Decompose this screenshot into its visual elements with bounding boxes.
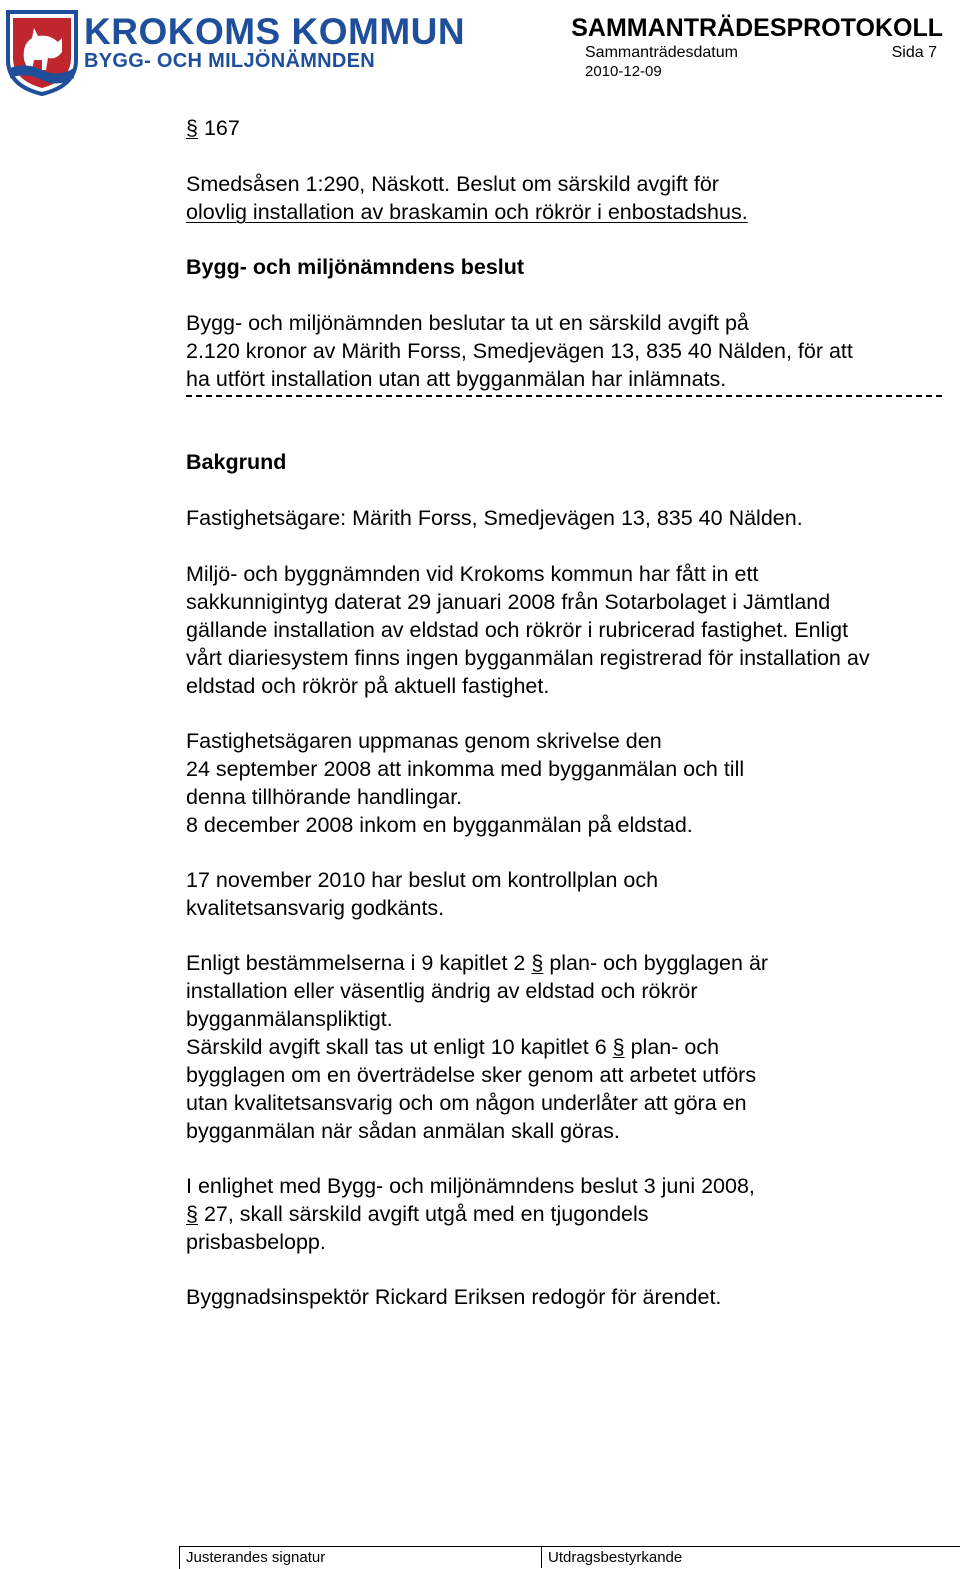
- paragraph-line: [186, 1200, 649, 1228]
- paragraph-line: utan kvalitetsansvarig och om någon underlåter att göra en: [186, 1091, 747, 1115]
- subject-line-2: olovlig installation av braskamin och rökrör i enbostadshus.: [186, 200, 748, 224]
- paragraph-line: kvalitetsansvarig godkänts.: [186, 896, 445, 920]
- paragraph-line: gällande installation av eldstad och rökrör i rubricerad fastighet. Enligt: [186, 618, 849, 642]
- section-number: [186, 114, 240, 142]
- paragraph-line: [186, 949, 768, 977]
- paragraph-line: bygganmälanspliktigt.: [186, 1007, 393, 1031]
- paragraph-sign: §: [186, 1202, 198, 1226]
- paragraph-line: Miljö- och byggnämnden vid Krokoms kommun har fått in ett: [186, 562, 759, 586]
- paragraph-line: sakkunnigintyg daterat 29 januari 2008 från Sotarbolaget i Jämtland: [186, 590, 831, 614]
- background-heading: Bakgrund: [186, 450, 287, 474]
- paragraph-sign: §: [612, 1035, 625, 1059]
- paragraph-line: I enlighet med Bygg- och miljönämndens beslut 3 juni 2008,: [186, 1174, 755, 1198]
- signature-label: Justerandes signatur: [186, 1549, 326, 1566]
- footer-divider: [541, 1546, 542, 1568]
- paragraph-line: installation eller väsentlig ändrig av eldstad och rökrör: [186, 979, 698, 1003]
- paragraph-sign: §: [531, 951, 544, 975]
- text-run: 27, skall särskild avgift utgå med en tjugondels: [197, 1202, 649, 1226]
- paragraph-number: 167: [203, 116, 240, 140]
- dashed-separator: [186, 395, 942, 397]
- paragraph-line: bygganmälan när sådan anmälan skall göras.: [186, 1119, 620, 1143]
- paragraph-line: vårt diariesystem finns ingen bygganmälan registrerad för installation av: [186, 646, 870, 670]
- property-owner: Fastighetsägare: Märith Forss, Smedjevägen 13, 835 40 Nälden.: [186, 506, 803, 530]
- text-run: Enligt bestämmelserna i 9 kapitlet 2: [186, 951, 532, 975]
- text-run: plan- och: [624, 1035, 720, 1059]
- org-unit: BYGG- OCH MILJÖNÄMNDEN: [84, 50, 376, 72]
- paragraph-line: 24 september 2008 att inkomma med bygganmälan och till: [186, 757, 745, 781]
- decision-line: Bygg- och miljönämnden beslutar ta ut en särskild avgift på: [186, 311, 749, 335]
- decision-heading: Bygg- och miljönämndens beslut: [186, 255, 525, 279]
- decision-line: ha utfört installation utan att bygganmälan har inlämnats.: [186, 367, 727, 391]
- text-run: plan- och bygglagen är: [543, 951, 769, 975]
- paragraph-line: 17 november 2010 har beslut om kontrollplan och: [186, 868, 659, 892]
- paragraph-line: prisbasbelopp.: [186, 1230, 326, 1254]
- paragraph-sign: §: [186, 116, 198, 140]
- paragraph-line: 8 december 2008 inkom en bygganmälan på eldstad.: [186, 813, 693, 837]
- paragraph-line: [186, 1033, 719, 1061]
- subject-line-1: Smedsåsen 1:290, Näskott. Beslut om särskild avgift för: [186, 172, 719, 196]
- org-name: KROKOMS KOMMUN: [84, 11, 466, 52]
- municipality-coat-of-arms-logo: [4, 8, 80, 96]
- paragraph-line: Fastighetsägaren uppmanas genom skrivelse den: [186, 729, 662, 753]
- extract-label: Utdragsbestyrkande: [548, 1549, 683, 1566]
- page-number: Sida 7: [891, 44, 937, 61]
- decision-line: 2.120 kronor av Märith Forss, Smedjevägen 13, 835 40 Nälden, för att: [186, 339, 853, 363]
- document-title: SAMMANTRÄDESPROTOKOLL: [571, 14, 943, 42]
- inspector-statement: Byggnadsinspektör Rickard Eriksen redogör för ärendet.: [186, 1285, 722, 1309]
- paragraph-line: denna tillhörande handlingar.: [186, 785, 463, 809]
- paragraph-line: eldstad och rökrör på aktuell fastighet.: [186, 674, 550, 698]
- text-run: Särskild avgift skall tas ut enligt 10 kapitlet 6: [186, 1035, 613, 1059]
- paragraph-line: bygglagen om en överträdelse sker genom att arbetet utförs: [186, 1063, 757, 1087]
- meeting-date-label: Sammanträdesdatum: [585, 44, 738, 61]
- meeting-date: 2010-12-09: [585, 63, 662, 80]
